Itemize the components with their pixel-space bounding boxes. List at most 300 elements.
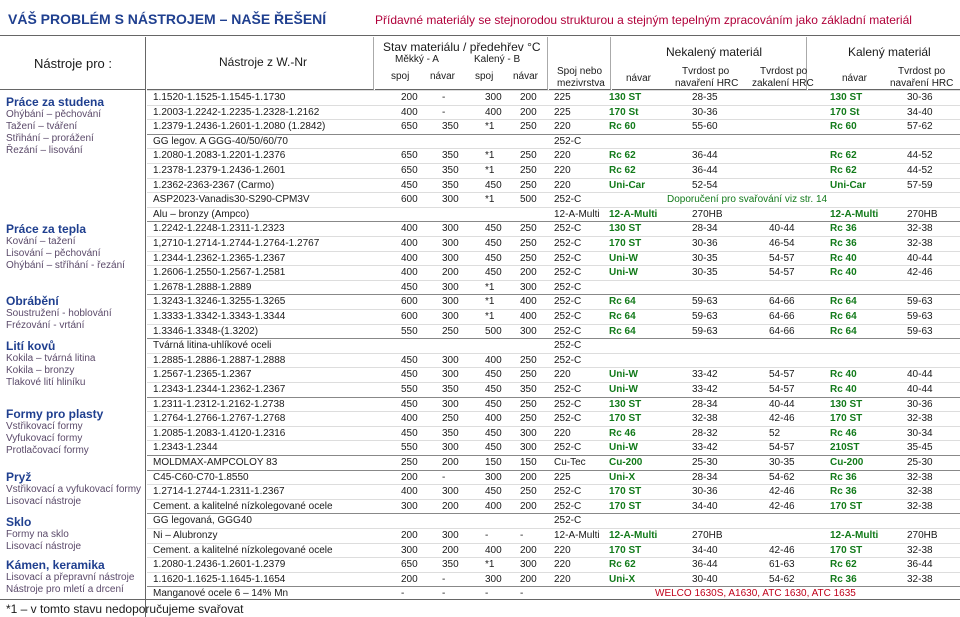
cell-hh: 57-59 <box>907 179 933 191</box>
cell-b1: *1 <box>485 296 495 308</box>
cell-b2: 200 <box>520 544 537 556</box>
cell-un: Rc 60 <box>609 121 636 133</box>
cell-sp: 252-C <box>554 311 582 322</box>
cell-uq: 40-44 <box>769 223 795 235</box>
cell-b2: 400 <box>520 296 537 308</box>
cell-wnr: 1.2003-1.2242-1.2235-1.2328-1.2162 <box>153 106 320 118</box>
cell-uh: 30-40 <box>692 573 718 585</box>
cell-hh: 30-36 <box>907 92 933 103</box>
soft-label: Měkký - A <box>395 54 439 65</box>
cell-un: Rc 46 <box>609 427 636 439</box>
cell-uh: 33-42 <box>692 384 718 395</box>
cell-uq: 54-57 <box>769 369 795 381</box>
cell-sp: 220 <box>554 121 571 133</box>
table-row <box>147 397 960 411</box>
cell-un: 170 ST <box>609 544 642 556</box>
cell-uh: 270HB <box>692 530 723 541</box>
cell-hh: 30-34 <box>907 427 933 439</box>
cell-uh: 55-60 <box>692 121 718 133</box>
cell-un: 170 St <box>609 106 639 118</box>
wnr-header <box>147 37 374 90</box>
cell-sp: 252-C <box>554 281 582 293</box>
cell-uq: 42-46 <box>769 544 795 556</box>
cell-a1: 600 <box>401 311 418 322</box>
cell-b1: *1 <box>485 121 495 133</box>
cell-wnr: C45-C60-C70-1.8550 <box>153 471 249 483</box>
cell-sp: 252-C <box>554 384 582 395</box>
cell-wnr: 1.2080-1.2083-1.2201-1.2376 <box>153 150 286 162</box>
unhardened-quench-hardness-1: Tvrdost po <box>760 66 808 77</box>
cell-b1: 300 <box>485 92 502 103</box>
cell-sp: 252-C <box>554 398 582 410</box>
sidebar-group-item: Kokila – bronzy <box>6 365 75 376</box>
cell-b2: 200 <box>520 471 537 483</box>
table-row <box>147 382 960 396</box>
cell-b2: 200 <box>520 573 537 585</box>
cell-un: 12-A-Multi <box>609 208 658 220</box>
cell-uq: 54-57 <box>769 252 795 264</box>
cell-hh: 32-38 <box>907 486 933 498</box>
cell-un: 170 ST <box>609 500 642 512</box>
cell-wnr: Manganové ocele 6 – 14% Mn <box>153 588 289 600</box>
cell-sp: 252-C <box>554 135 582 147</box>
unhardened-header <box>612 37 814 90</box>
cell-un: Cu-200 <box>609 457 643 468</box>
cell-b2: 500 <box>520 194 537 206</box>
cell-a1: 650 <box>401 559 418 571</box>
cell-un: 12-A-Multi <box>609 530 658 541</box>
sidebar-group-title: Sklo <box>6 515 32 529</box>
cell-b1: 300 <box>485 573 502 585</box>
cell-un: 170 ST <box>609 238 642 249</box>
cell-a1: 400 <box>401 413 418 425</box>
cell-hn: Rc 62 <box>830 165 857 176</box>
cell-hh: 34-40 <box>907 106 933 118</box>
cell-wnr: 1.1620-1.1625-1.1645-1.1654 <box>153 573 286 585</box>
table-row <box>147 192 960 206</box>
cell-sp: 220 <box>554 150 571 162</box>
cell-b2: 200 <box>520 92 537 103</box>
sidebar-group-title: Práce za tepla <box>6 222 87 236</box>
cell-a2: 250 <box>442 325 459 337</box>
sidebar-group-item: Kokila – tvárná litina <box>6 353 96 364</box>
table-row <box>147 148 960 162</box>
cell-hh: 25-30 <box>907 457 933 468</box>
cell-a2: - <box>442 92 446 103</box>
cell-a2: - <box>442 471 446 483</box>
cell-b2: 250 <box>520 179 537 191</box>
cell-a2: - <box>442 588 446 600</box>
cell-b2: 250 <box>520 369 537 381</box>
cell-wnr: 1.2764-1.2766-1.2767-1.2768 <box>153 413 286 425</box>
cell-uq: 40-44 <box>769 398 795 410</box>
cell-a2: 200 <box>442 500 459 512</box>
cell-a2: 300 <box>442 354 459 366</box>
table-row <box>147 440 960 454</box>
cell-hh: 32-38 <box>907 500 933 512</box>
cell-wnr: GG legovaná, GGG40 <box>153 515 252 527</box>
cell-hh: 32-38 <box>907 223 933 235</box>
cell-hh: 57-62 <box>907 121 933 133</box>
cell-uh: 25-30 <box>692 457 718 468</box>
cell-a2: 350 <box>442 384 459 395</box>
table-row <box>147 367 960 381</box>
cell-a1: - <box>401 588 405 600</box>
cell-uq: 54-62 <box>769 471 795 483</box>
cell-b2: - <box>520 530 524 541</box>
sidebar-group-item: Formy na sklo <box>6 529 69 540</box>
sidebar-group-item: Lisovací nástroje <box>6 496 82 507</box>
table-row <box>147 280 960 294</box>
cell-a1: 650 <box>401 121 418 133</box>
cell-b1: *1 <box>485 165 495 176</box>
sidebar-group <box>6 558 146 596</box>
cell-a1: 200 <box>401 530 418 541</box>
cell-un: 130 ST <box>609 398 642 410</box>
cell-hn: Uni-Car <box>830 179 867 191</box>
cell-b2: 250 <box>520 150 537 162</box>
cell-a2: 250 <box>442 413 459 425</box>
cell-wnr: Cement. a kalitelné nízkolegované ocele <box>153 500 333 512</box>
cell-b1: 400 <box>485 413 502 425</box>
sidebar-group-item: Soustružení - hoblování <box>6 308 112 319</box>
cell-uh: 30-36 <box>692 238 718 249</box>
cell-uq: 54-62 <box>769 573 795 585</box>
cell-un: Rc 64 <box>609 296 636 308</box>
sidebar-group-item: Nástroje pro mletí a drcení <box>6 584 124 595</box>
cell-a2: 300 <box>442 311 459 322</box>
cell-hn: 12-A-Multi <box>830 208 879 220</box>
cell-wnr: Tvárná litina-uhlíkové oceli <box>153 340 272 352</box>
cell-hn: Rc 40 <box>830 384 857 395</box>
table-row <box>147 134 960 148</box>
cell-uq: 54-57 <box>769 384 795 395</box>
cell-uh: 36-44 <box>692 165 718 176</box>
cell-a2: 300 <box>442 296 459 308</box>
navar-b-label: návar <box>513 71 539 82</box>
cell-un: Rc 62 <box>609 559 636 571</box>
cell-b1: 450 <box>485 427 502 439</box>
cell-a2: 300 <box>442 252 459 264</box>
cell-a1: 650 <box>401 150 418 162</box>
cell-b1: 450 <box>485 384 502 395</box>
sidebar-group-item: Lisovací nástroje <box>6 541 82 552</box>
cell-hh: 270HB <box>907 530 938 541</box>
cell-uq: 64-66 <box>769 296 795 308</box>
sidebar-group <box>6 222 146 272</box>
cell-b2: 250 <box>520 165 537 176</box>
cell-sp: 252-C <box>554 194 582 206</box>
sidebar-group-title: Práce za studena <box>6 95 105 109</box>
cell-b1: *1 <box>485 559 495 571</box>
cell-hn: 170 ST <box>830 544 863 556</box>
cell-wnr: 1.2343-1.2344-1.2362-1.2367 <box>153 384 286 395</box>
cell-wnr: 1.3333-1.3342-1.3343-1.3344 <box>153 311 286 322</box>
cell-b1: 500 <box>485 325 502 337</box>
cell-sp: 220 <box>554 559 571 571</box>
row-note: WELCO 1630S, A1630, ATC 1630, ATC 1635 <box>655 588 856 600</box>
cell-uh: 36-44 <box>692 559 718 571</box>
cell-a2: 300 <box>442 238 459 249</box>
page-title: VÁŠ PROBLÉM S NÁSTROJEM – NAŠE ŘEŠENÍ <box>8 11 327 27</box>
cell-b1: 400 <box>485 500 502 512</box>
cell-hn: 170 St <box>830 106 860 118</box>
cell-wnr: 1.2567-1.2365-1.2367 <box>153 369 252 381</box>
cell-hn: Rc 64 <box>830 296 857 308</box>
sidebar-group-title: Pryž <box>6 470 32 484</box>
cell-hn: Rc 36 <box>830 471 857 483</box>
cell-uq: 54-57 <box>769 442 795 454</box>
cell-hh: 40-44 <box>907 369 933 381</box>
cell-a1: 200 <box>401 92 418 103</box>
cell-a1: 400 <box>401 106 418 118</box>
cell-a1: 250 <box>401 457 418 468</box>
table-row <box>147 221 960 235</box>
table-row <box>147 426 960 440</box>
cell-un: Rc 62 <box>609 165 636 176</box>
row-note: Doporučení pro svařování viz str. 14 <box>667 194 828 206</box>
table-row <box>147 455 960 469</box>
sidebar-group-item: Vstřikovací a vyfukovací formy <box>6 484 142 495</box>
cell-sp: 220 <box>554 544 571 556</box>
cell-hh: 40-44 <box>907 252 933 264</box>
table-row <box>147 90 960 104</box>
cell-b1: 450 <box>485 252 502 264</box>
cell-b1: 300 <box>485 471 502 483</box>
sidebar-group-title: Obrábění <box>6 294 59 308</box>
cell-uh: 59-63 <box>692 325 718 337</box>
cell-sp: 12-A-Multi <box>554 530 600 541</box>
cell-b2: 300 <box>520 427 537 439</box>
cell-b2: 400 <box>520 311 537 322</box>
cell-uh: 34-40 <box>692 500 718 512</box>
cell-a1: 550 <box>401 325 418 337</box>
cell-uh: 59-63 <box>692 296 718 308</box>
cell-un: Rc 64 <box>609 311 636 322</box>
footnote: *1 – v tomto stavu nedoporučujeme svařovat <box>6 602 244 616</box>
cell-a2: 350 <box>442 121 459 133</box>
cell-hn: 210ST <box>830 442 860 454</box>
cell-wnr: Cement. a kalitelné nízkolegované ocele <box>153 544 333 556</box>
cell-a1: 300 <box>401 500 418 512</box>
cell-uh: 28-35 <box>692 92 718 103</box>
wnr-header-label: Nástroje z W.-Nr <box>219 55 308 69</box>
cell-uh: 33-42 <box>692 369 718 381</box>
table-row <box>147 557 960 571</box>
cell-uh: 28-34 <box>692 223 718 235</box>
state-header <box>375 37 548 90</box>
cell-un: Uni-W <box>609 369 638 381</box>
cell-wnr: Alu – bronzy (Ampco) <box>153 208 250 220</box>
cell-wnr: 1.2714-1.2744-1.2311-1.2367 <box>153 486 285 498</box>
cell-hh: 59-63 <box>907 311 933 322</box>
sidebar-group-item: Tlakové lití hliníku <box>6 377 86 388</box>
cell-b2: 200 <box>520 267 537 279</box>
page-subtitle: Přídavné materiály se stejnorodou strukturou a stejným tepelným zpracováním jako základní materiál <box>375 13 912 27</box>
cell-sp: 252-C <box>554 223 582 235</box>
cell-a1: 650 <box>401 165 418 176</box>
cell-sp: 252-C <box>554 500 582 512</box>
cell-b2: 200 <box>520 500 537 512</box>
cell-sp: 225 <box>554 106 571 118</box>
table-row <box>147 309 960 323</box>
spoj-b-label: spoj <box>475 71 494 82</box>
cell-b1: 450 <box>485 223 502 235</box>
cell-a1: 300 <box>401 544 418 556</box>
cell-a2: 350 <box>442 559 459 571</box>
cell-hn: 12-A-Multi <box>830 530 879 541</box>
cell-hh: 32-38 <box>907 413 933 425</box>
table-row <box>147 338 960 352</box>
cell-b2: 250 <box>520 398 537 410</box>
cell-a2: 300 <box>442 194 459 206</box>
cell-wnr: 1.2378-1.2379-1.2436-1.2601 <box>153 165 286 176</box>
cell-b1: 450 <box>485 238 502 249</box>
joint-label-1: Spoj nebo <box>557 66 603 77</box>
cell-a1: 450 <box>401 179 418 191</box>
cell-wnr: 1.2344-1.2362-1.2365-1.2367 <box>153 252 286 264</box>
cell-sp: 225 <box>554 92 571 103</box>
cell-hh: 35-45 <box>907 442 933 454</box>
cell-un: Uni-W <box>609 252 638 264</box>
cell-b1: 450 <box>485 179 502 191</box>
sidebar-group <box>6 294 146 332</box>
cell-un: Uni-W <box>609 384 638 395</box>
cell-un: 170 ST <box>609 413 642 425</box>
cell-b2: 250 <box>520 486 537 498</box>
cell-un: Rc 62 <box>609 150 636 162</box>
cell-uh: 32-38 <box>692 413 718 425</box>
cell-wnr: 1.2362-2363-2367 (Carmo) <box>153 179 275 191</box>
cell-b2: - <box>520 588 524 600</box>
cell-sp: 252-C <box>554 413 582 425</box>
sidebar-group-item: Ohýbání – stříhání - řezání <box>6 260 125 271</box>
cell-uh: 52-54 <box>692 179 718 191</box>
cell-b1: 150 <box>485 457 502 468</box>
cell-hn: Rc 60 <box>830 121 857 133</box>
cell-a2: 350 <box>442 150 459 162</box>
cell-sp: 252-C <box>554 486 582 498</box>
cell-hh: 32-38 <box>907 238 933 249</box>
cell-uq: 42-46 <box>769 413 795 425</box>
cell-uh: 30-36 <box>692 486 718 498</box>
cell-a1: 600 <box>401 296 418 308</box>
sidebar-group-item: Lisovací a přepravní nástroje <box>6 572 135 583</box>
cell-a1: 400 <box>401 223 418 235</box>
cell-a2: 300 <box>442 398 459 410</box>
cell-a1: 600 <box>401 194 418 206</box>
table-row <box>147 528 960 542</box>
cell-uq: 42-46 <box>769 500 795 512</box>
cell-uh: 30-35 <box>692 252 718 264</box>
sidebar-group-item: Frézování - vrtání <box>6 320 85 331</box>
cell-uq: 30-35 <box>769 457 795 468</box>
cell-hn: Rc 36 <box>830 486 857 498</box>
cell-wnr: MOLDMAX-AMPCOLOY 83 <box>153 457 278 468</box>
cell-un: 130 ST <box>609 92 642 103</box>
cell-a1: 450 <box>401 354 418 366</box>
cell-sp: 220 <box>554 179 571 191</box>
cell-b2: 300 <box>520 442 537 454</box>
cell-wnr: Ni – Alubronzy <box>153 530 218 541</box>
cell-hh: 32-38 <box>907 573 933 585</box>
table-row <box>147 484 960 498</box>
cell-uh: 30-35 <box>692 267 718 279</box>
spoj-a-label: spoj <box>391 71 410 82</box>
cell-wnr: 1.2606-1.2550-1.2567-1.2581 <box>153 267 286 279</box>
cell-b1: - <box>485 530 489 541</box>
cell-wnr: 1.3346-1.3348-(1.3202) <box>153 325 259 337</box>
hardened-navar-label: návar <box>842 73 868 84</box>
cell-wnr: 1.2085-1.2083-1.4120-1.2316 <box>153 427 286 439</box>
cell-a1: 200 <box>401 573 418 585</box>
cell-hn: 130 ST <box>830 92 863 103</box>
unhardened-navar-label: návar <box>626 73 652 84</box>
cell-uh: 34-40 <box>692 544 718 556</box>
cell-a2: - <box>442 106 446 118</box>
joint-header <box>549 37 611 90</box>
cell-un: Uni-W <box>609 267 638 279</box>
cell-a2: 300 <box>442 369 459 381</box>
sidebar-group-title: Formy pro plasty <box>6 407 104 421</box>
cell-hh: 44-52 <box>907 150 933 162</box>
cell-a2: - <box>442 573 446 585</box>
cell-sp: 12-A-Multi <box>554 208 600 220</box>
table-row <box>147 119 960 133</box>
cell-un: 170 ST <box>609 486 642 498</box>
cell-a1: 450 <box>401 398 418 410</box>
cell-sp: 252-C <box>554 340 582 352</box>
cell-b1: 450 <box>485 442 502 454</box>
cell-wnr: 1.3243-1.3246-1.3255-1.3265 <box>153 296 286 308</box>
cell-hn: Rc 40 <box>830 267 857 279</box>
sidebar-group-item: Střihání – prorážení <box>6 133 94 144</box>
cell-hn: Rc 62 <box>830 559 857 571</box>
cell-b2: 250 <box>520 413 537 425</box>
cell-b1: 450 <box>485 369 502 381</box>
cell-a1: 550 <box>401 384 418 395</box>
cell-un: Uni-W <box>609 442 638 454</box>
cell-b1: 400 <box>485 544 502 556</box>
table-row <box>147 236 960 250</box>
cell-hh: 44-52 <box>907 165 933 176</box>
cell-a2: 200 <box>442 544 459 556</box>
cell-wnr: 1.1520-1.1525-1.1545-1.1730 <box>153 92 286 103</box>
cell-hh: 42-46 <box>907 267 933 279</box>
cell-hn: Rc 46 <box>830 427 857 439</box>
cell-a2: 200 <box>442 457 459 468</box>
cell-hh: 40-44 <box>907 384 933 395</box>
cell-wnr: 1.2678-1.2888-1.2889 <box>153 281 252 293</box>
state-header-label: Stav materiálu / předehřev °C <box>383 40 541 54</box>
cell-b1: 450 <box>485 267 502 279</box>
cell-sp: 252-C <box>554 515 582 527</box>
cell-a1: 450 <box>401 369 418 381</box>
cell-b2: 300 <box>520 325 537 337</box>
joint-label-2: mezivrstva <box>557 78 605 89</box>
cell-b1: 450 <box>485 486 502 498</box>
cell-uh: 30-36 <box>692 106 718 118</box>
cell-b1: 450 <box>485 398 502 410</box>
cell-b1: 400 <box>485 354 502 366</box>
cell-wnr: 1.2379-1.2436-1.2601-1.2080 (1.2842) <box>153 121 326 133</box>
table-row <box>147 513 960 527</box>
cell-hn: Rc 40 <box>830 252 857 264</box>
cell-b1: *1 <box>485 281 495 293</box>
cell-hh: 59-63 <box>907 325 933 337</box>
cell-uq: 64-66 <box>769 325 795 337</box>
cell-wnr: 1.2242-1.2248-1.2311-1.2323 <box>153 223 285 235</box>
